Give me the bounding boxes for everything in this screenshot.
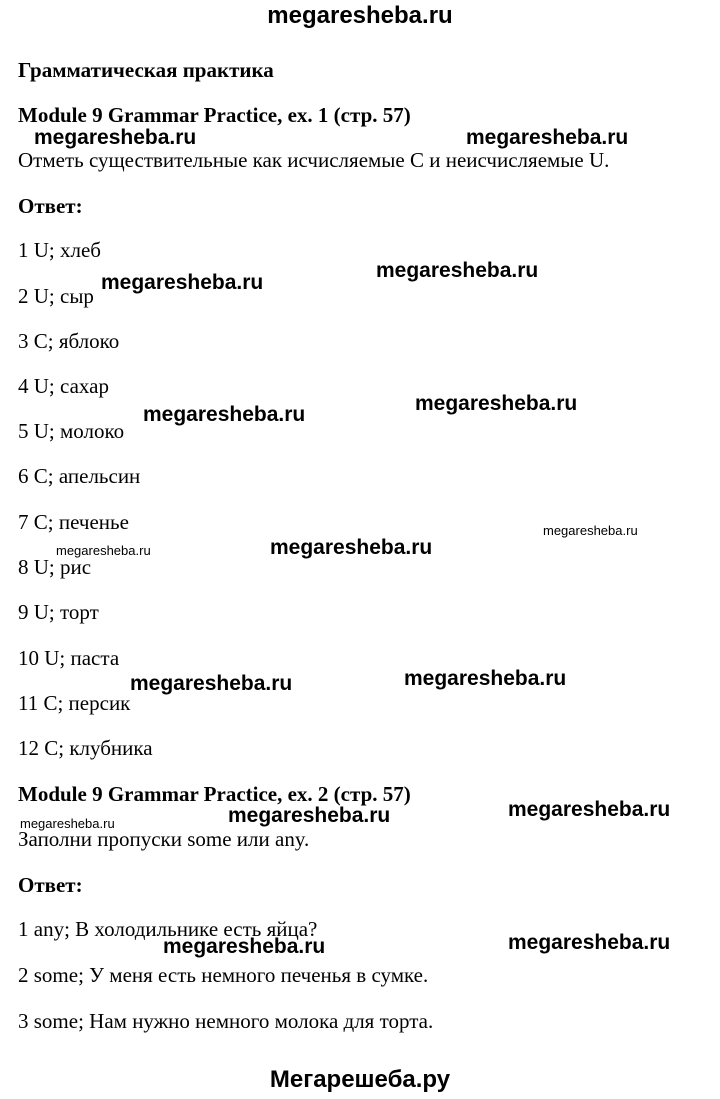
watermark: megaresheba.ru [404,667,567,690]
watermark: megaresheba.ru [466,126,629,149]
answer-item: 6 C; апельсин [18,464,141,488]
answer-item: 11 C; персик [18,691,131,715]
exercise2-task: Заполни пропуски some или any. [18,827,310,851]
answer-item: 12 C; клубника [18,736,153,760]
site-header: megaresheba.ru [267,2,453,29]
watermark: megaresheba.ru [34,126,197,149]
answer-item: 3 some; Нам нужно немного молока для торта. [18,1009,434,1033]
watermark: megaresheba.ru [508,798,671,821]
answer-item: 8 U; рис [18,555,92,579]
exercise2-answer-label: Ответ: [18,873,83,897]
answer-item: 2 U; сыр [18,284,94,308]
watermark: megaresheba.ru [143,403,306,426]
section-title: Грамматическая практика [18,58,274,82]
answer-item: 7 C; печенье [18,510,129,534]
exercise2-title: Module 9 Grammar Practice, ex. 2 (стр. 57) [18,782,411,806]
watermark: megaresheba.ru [376,259,539,282]
watermark: megaresheba.ru [228,804,391,827]
site-footer: Мегарешеба.ру [269,1066,451,1093]
answer-item: 5 U; молоко [18,419,125,443]
watermark: megaresheba.ru [415,392,578,415]
answer-item: 1 any; В холодильнике есть яйца? [18,917,318,941]
watermark: megaresheba.ru [130,672,293,695]
watermark: megaresheba.ru [163,935,326,958]
exercise1-task: Отметь существительные как исчисляемые C и неисчисляемые U. [18,148,610,172]
answer-item: 3 C; яблоко [18,329,120,353]
watermark: megaresheba.ru [508,931,671,954]
answer-item: 2 some; У меня есть немного печенья в сумке. [18,963,429,987]
answer-item: 10 U; паста [18,646,120,670]
watermark: megaresheba.ru [270,536,433,559]
answer-item: 1 U; хлеб [18,238,101,262]
exercise1-title: Module 9 Grammar Practice, ex. 1 (стр. 57) [18,103,411,127]
exercise1-answer-label: Ответ: [18,194,83,218]
watermark: megaresheba.ru [56,543,151,558]
watermark: megaresheba.ru [543,523,638,538]
watermark: megaresheba.ru [101,271,264,294]
answer-item: 4 U; сахар [18,374,109,398]
answer-item: 9 U; торт [18,600,99,624]
watermark: megaresheba.ru [20,816,115,831]
